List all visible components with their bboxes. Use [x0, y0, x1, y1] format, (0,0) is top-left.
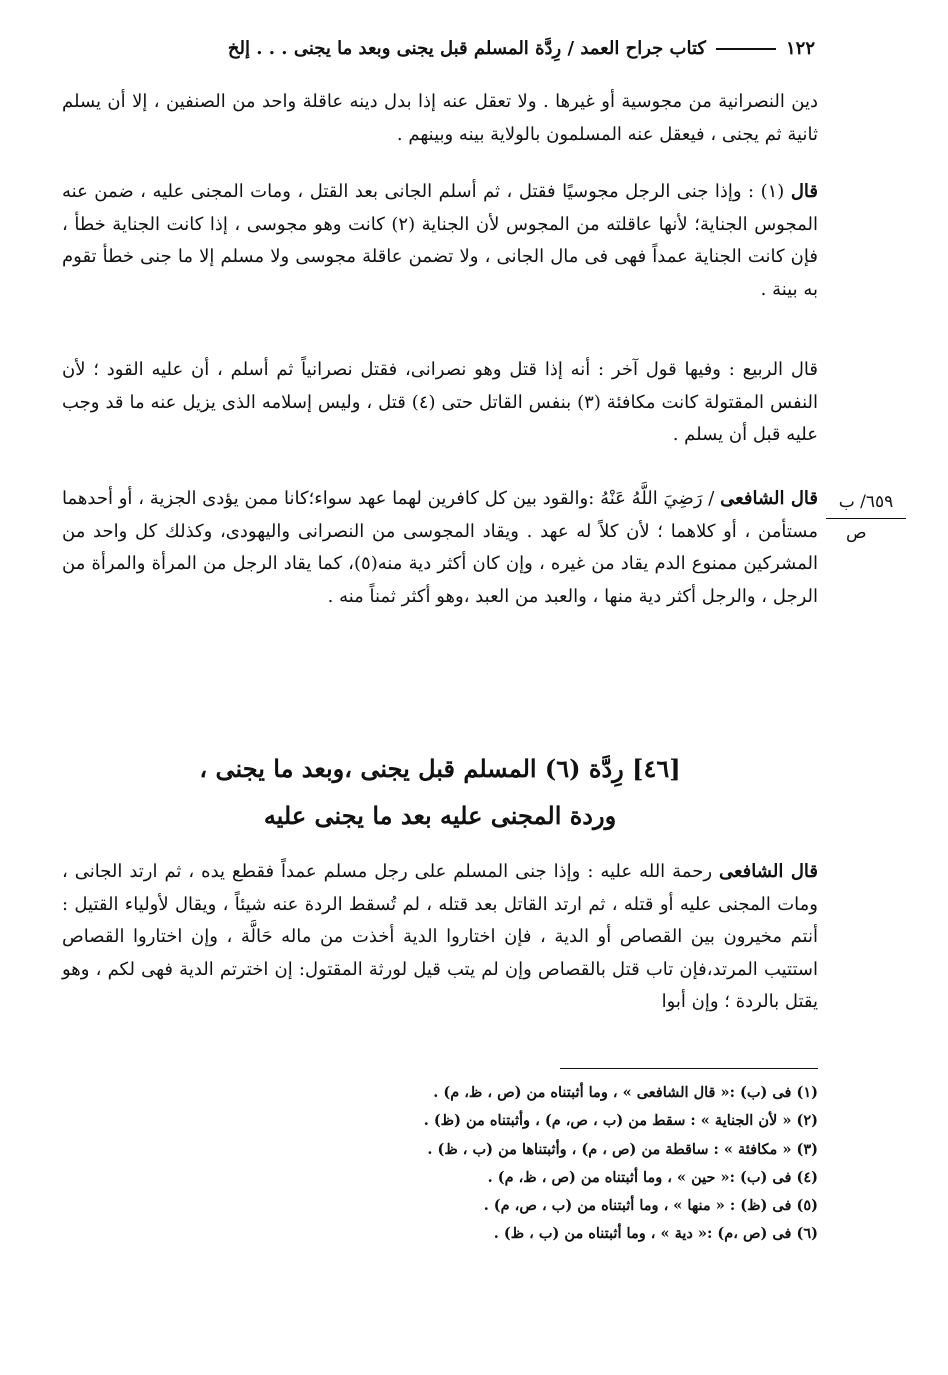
manuscript-folio-note: [826, 488, 906, 547]
folio-number: ٦٥٩/ ب: [826, 488, 906, 519]
paragraph-text: رحمة الله عليه : وإذا جنى المسلم على رجل مسلم عمداً فقطع يده ، ثم ارتد الجانى ، ومات المجنى عليه أو قتله ، ثم ارتد القاتل بعد قتله ، لم تُسقط الردة عنه شيئاً ، ويقال لأولياء القتيل : أنتم مخيرون بين القصاص أو الدية ، فإن اختاروا الدية أخذت من ماله حَالَّة ، وإن اختاروا القصاص استتيب المرتد،فإن تاب قتل بالقصاص وإن لم يتب قيل لورثة المقتول: إن اخترتم الدية فهى لكم ، وهو يقتل بالردة ؛ وإن أبوا: [62, 861, 818, 1013]
paragraph-section-body: [62, 856, 818, 1019]
paragraph-continuation: [62, 86, 818, 151]
section-title-line2: وردة المجنى عليه بعد ما يجنى عليه: [263, 801, 617, 830]
header-rule: [716, 48, 776, 50]
section-number: [٤٦]: [632, 754, 681, 783]
footnote-divider: [560, 1068, 818, 1069]
paragraph-shafii: [62, 483, 818, 613]
section-heading-line2: [62, 797, 818, 835]
paragraph-text: (١) : وإذا جنى الرجل مجوسيًا فقتل ، ثم أسلم الجانى بعد القتل ، ومات المجنى عليه ، ضمن عنه المجوس الجناية؛ لأنها عاقلته من المجوس لأن الجناية (٢) كانت وهو مجوسى ، إذا كانت الجناية خطأ ، فإن كانت الجناية عمداً فهى فى مال الجانى ، ولا تضمن عاقلة مجوسى ولا مسلم إلا ما جنى خطأ تقوم به بينة .: [62, 181, 818, 300]
paragraph-lead: قال الشافعى: [719, 861, 818, 882]
paragraph-rabi: [62, 354, 818, 452]
paragraph-text: قال الربيع : وفيها قول آخر : أنه إذا قتل وهو نصرانى، فقتل نصرانياً ثم أسلم ، أن عليه القود ؛ لأن النفس المقتولة كانت مكافئة (٣) بنفس القاتل حتى (٤) قتل ، وليس إسلامه الذى يزيل عنه ما قد وجب عليه قبل أن يسلم .: [62, 359, 818, 446]
running-title: كتاب جراح العمد / رِدَّة المسلم قبل يجنى وبعد ما يجنى . . . إلخ: [227, 38, 706, 59]
footnotes: [300, 1079, 818, 1249]
paragraph-lead: قال: [790, 181, 818, 202]
footnote: (٥) فى (ظ) : « منها » ، وما أثبتناه من (ب ، ص، م) .: [483, 1197, 818, 1215]
paragraph-qala: [62, 176, 818, 306]
paragraph-lead: قال الشافعى: [720, 488, 818, 509]
footnote: (٣) « مكافئة » : ساقطة من (ص ، م) ، وأثبتناها من (ب ، ظ) .: [427, 1140, 818, 1158]
footnote: (١) فى (ب) :« قال الشافعى » ، وما أثبتناه من (ص ، ظ، م) .: [433, 1084, 818, 1101]
footnote: (٤) فى (ب) :« حين » ، وما أثبتناه من (ص ، ظ، م) .: [487, 1168, 818, 1186]
paragraph-text: دين النصرانية من مجوسية أو غيرها . ولا تعقل عنه إذا بدل دينه عاقلة واحد من الصنفين ، إلا أن يسلم ثانية ثم يجنى ، فيعقل عنه المسلمون بالولاية بينه وبينهم .: [62, 91, 818, 145]
section-title-line1: رِدَّة (٦) المسلم قبل يجنى ،وبعد ما يجنى ،: [199, 754, 624, 783]
folio-source: ص: [846, 523, 867, 543]
footnote: (٦) فى (ص ،م) :« دية » ، وما أثبتناه من (ب ، ظ) .: [493, 1225, 818, 1243]
footnote: (٢) « لأن الجناية » : سقط من (ب ، ص، م) ، وأثبتناه من (ظ) .: [423, 1112, 818, 1130]
page-number: ١٢٢: [785, 38, 815, 59]
section-heading: [62, 750, 818, 788]
paragraph-text: / رَضِيَ اللَّهُ عَنْهُ :والقود بين كل كافرين لهما عهد سواء؛كانا ممن يؤدى الجزية ، أو أحدهما مستأمن ، أو كلاهما ؛ لأن كلاً له عهد . ويقاد المجوسى من النصرانى واليهودى، وكذلك كل واحد من المشركين ممنوع الدم يقاد من غيره ، وإن كان أكثر دية منه(٥)، كما يقاد الرجل من المرأة والمرأة من الرجل ، والرجل أكثر دية منها ، والعبد من العبد ،وهو أكثر ثمناً منه .: [62, 488, 819, 607]
running-header: [65, 38, 815, 59]
